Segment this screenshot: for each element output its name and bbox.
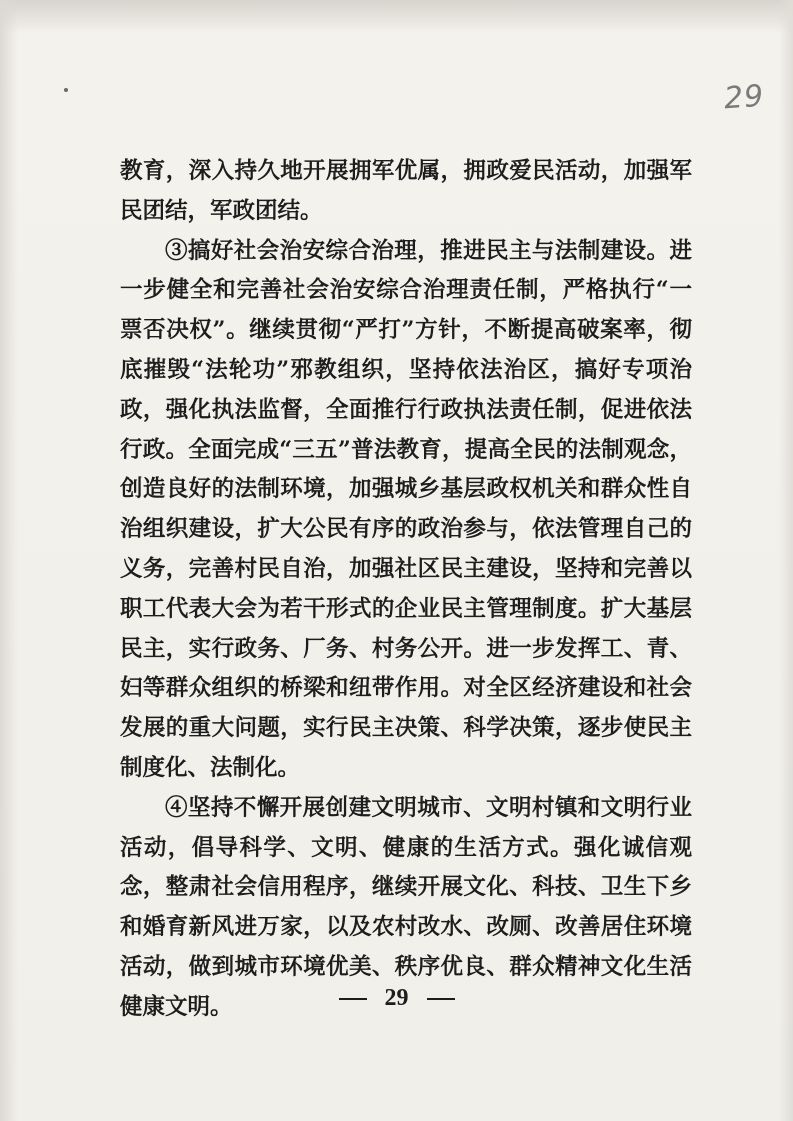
body-text	[120, 152, 692, 1028]
scan-top-edge	[0, 0, 793, 34]
page-number-footer	[0, 985, 793, 1012]
paragraph-item-3: ③搞好社会治安综合治理，推进民主与法制建设。进一步健全和完善社会治安综合治理责任制，严格执行“一票否决权”。继续贯彻“严打”方针，不断提高破案率，彻底摧毁“法轮功”邪教组织，坚持依法治区，搞好专项治政，强化执法监督，全面推行行政执法责任制，促进依法行政。全面完成“三五”普法教育，提高全民的法制观念，创造良好的法制环境，加强城乡基层政权机关和群众性自治组织建设，扩大公民有序的政治参与，依法管理自己的义务，完善村民自治，加强社区民主建设，坚持和完善以职工代表大会为若干形式的企业民主管理制度。扩大基层民主，实行政务、厂务、村务公开。进一步发挥工、青、妇等群众组织的桥梁和纽带作用。对全区经济建设和社会发展的重大问题，实行民主决策、科学决策，逐步使民主制度化、法制化。	[120, 237, 692, 781]
paragraph-continuation: 教育，深入持久地开展拥军优属，拥政爱民活动，加强军民团结，军政团结。	[120, 158, 692, 224]
scan-right-edge	[779, 0, 793, 1121]
handwritten-page-mark: 29	[722, 78, 766, 117]
scan-left-edge	[0, 0, 18, 1121]
page-number: 29	[384, 985, 409, 1011]
scan-speck	[64, 88, 68, 92]
left-dash	[339, 998, 367, 1000]
right-dash	[427, 998, 455, 1000]
paragraph-item-4: ④坚持不懈开展创建文明城市、文明村镇和文明行业活动，倡导科学、文明、健康的生活方式。强化诚信观念，整肃社会信用程序，继续开展文化、科技、卫生下乡和婚育新风进万家，以及农村改水、改厕、改善居住环境活动，做到城市环境优美、秩序优良、群众精神文化生活健康文明。	[120, 794, 692, 1020]
